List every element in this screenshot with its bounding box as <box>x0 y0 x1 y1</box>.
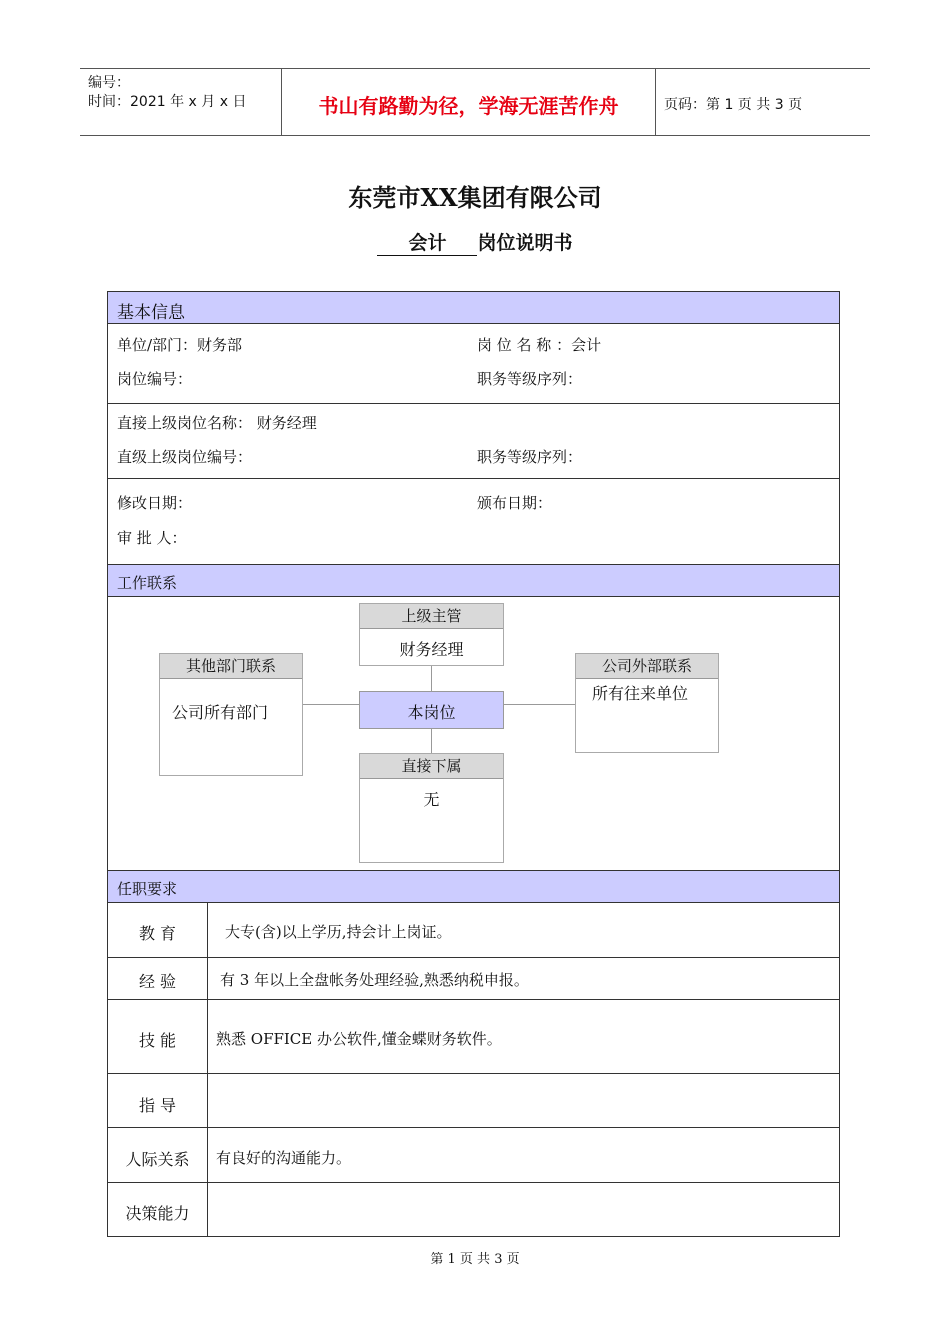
req-label-interpersonal: 人际关系 <box>125 1150 190 1169</box>
basic-info-divider-2 <box>107 478 840 479</box>
section-work-relations-bar <box>108 565 839 596</box>
requirements-row-rule <box>107 1182 840 1183</box>
header-bottom-rule <box>80 135 870 136</box>
org-internal-body: 公司所有部门 <box>172 703 269 722</box>
org-subordinate-head: 直接下属 <box>360 754 503 779</box>
issue-date-field: 颁布日期： <box>477 494 553 512</box>
form-top-rule <box>107 291 840 292</box>
org-external-body: 所有往来单位 <box>592 684 689 703</box>
form-bottom-rule <box>107 1236 840 1237</box>
req-label-guidance: 指 导 <box>138 1096 177 1115</box>
org-superior-box <box>359 603 504 666</box>
req-value-education: 大专(含)以上学历,持会计上岗证。 <box>225 923 452 941</box>
org-superior-head: 上级主管 <box>360 604 503 629</box>
position-no-field: 岗位编号： <box>117 370 193 388</box>
requirements-rule <box>107 902 840 903</box>
req-value-experience: 有 3 年以上全盘帐务处理经验,熟悉纳税申报。 <box>220 971 529 989</box>
header-page-info: 页码：第 1 页 共 3 页 <box>664 97 803 113</box>
superior-grade-seq-field: 职务等级序列： <box>477 448 583 466</box>
connector-right <box>503 704 576 705</box>
header-top-rule <box>80 68 870 69</box>
org-internal-head: 其他部门联系 <box>160 654 302 679</box>
org-external-head: 公司外部联系 <box>576 654 718 679</box>
unit-dept-field: 单位/部门：财务部 <box>117 336 243 354</box>
requirements-col-divider <box>207 903 208 1237</box>
grade-seq-field: 职务等级序列： <box>477 370 583 388</box>
document-title <box>0 228 950 256</box>
section-requirements-bar <box>108 871 839 902</box>
requirements-row-rule <box>107 1127 840 1128</box>
requirements-row-rule <box>107 999 840 1000</box>
basic-info-rule <box>107 323 840 324</box>
section-basic-info-bar <box>108 292 839 323</box>
approver-field: 审 批 人： <box>117 529 187 547</box>
header-motto: 书山有路勤为径，学海无涯苦作舟 <box>318 94 619 118</box>
superior-name-field: 直接上级岗位名称： 财务经理 <box>117 414 317 432</box>
header-divider-right <box>655 68 656 136</box>
section-requirements: 任职要求 <box>117 880 178 898</box>
requirements-row-rule <box>107 957 840 958</box>
org-internal-box <box>159 653 303 776</box>
position-name-field: 岗 位 名 称 ：会计 <box>477 336 602 354</box>
work-relations-rule <box>107 596 840 597</box>
req-label-decision: 决策能力 <box>125 1204 190 1223</box>
form-right-border <box>839 291 840 1237</box>
req-value-skills: 熟悉 OFFICE 办公软件,懂金蝶财务软件。 <box>216 1030 502 1048</box>
job-name: 会计 <box>377 228 477 256</box>
section-work-relations: 工作联系 <box>117 574 178 592</box>
company-title: 东莞市XX集团有限公司 <box>348 183 602 212</box>
superior-no-field: 直级上级岗位编号： <box>117 448 253 466</box>
connector-down <box>431 728 432 754</box>
org-external-box <box>575 653 719 753</box>
connector-up <box>431 665 432 692</box>
document-title-suffix: 岗位说明书 <box>477 232 573 254</box>
connector-left <box>302 704 360 705</box>
req-label-experience: 经 验 <box>138 972 177 991</box>
org-self-label: 本岗位 <box>407 703 456 722</box>
org-subordinate-box <box>359 753 504 863</box>
req-value-interpersonal: 有良好的沟通能力。 <box>216 1149 352 1167</box>
footer-page-number: 第 1 页 共 3 页 <box>430 1252 520 1267</box>
org-superior-body: 财务经理 <box>399 640 464 659</box>
org-subordinate-body: 无 <box>423 790 440 809</box>
section-basic-info: 基本信息 <box>117 303 185 323</box>
basic-info-divider-1 <box>107 403 840 404</box>
revised-date-field: 修改日期： <box>117 494 193 512</box>
org-self-box <box>359 691 504 729</box>
req-label-skills: 技 能 <box>138 1031 177 1050</box>
header-time-label: 时间：2021 年 x 月 x 日 <box>88 94 247 110</box>
requirements-row-rule <box>107 1073 840 1074</box>
header-number-label: 编号： <box>88 75 130 91</box>
req-label-education: 教 育 <box>138 924 177 943</box>
